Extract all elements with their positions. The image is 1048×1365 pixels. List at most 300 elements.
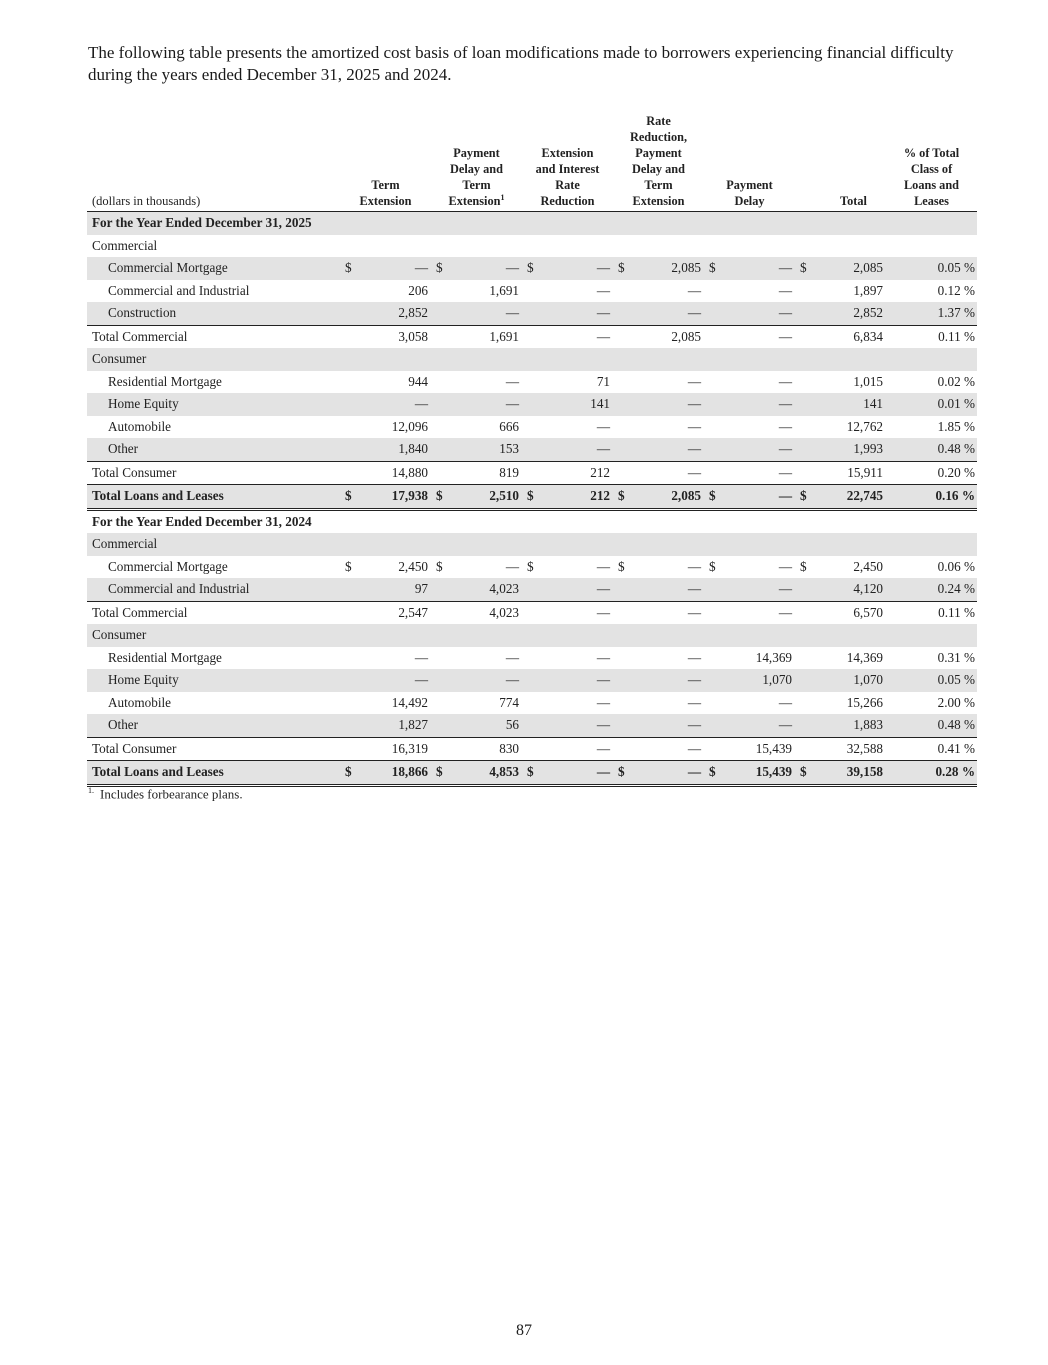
currency-symbol: $ (618, 764, 625, 780)
value-cell (795, 669, 886, 692)
value-cell (340, 692, 431, 715)
group-label: Commercial (87, 533, 977, 556)
cell-value: 15,439 (755, 764, 792, 780)
value-cell (522, 737, 613, 761)
cell-value: 1,993 (853, 441, 883, 457)
cell-value: — (414, 649, 428, 665)
value-cell (704, 714, 795, 737)
cell-value: 6,834 (853, 328, 883, 344)
value-cell (613, 416, 704, 439)
table-row (87, 371, 977, 394)
value-cell (613, 302, 704, 325)
cell-value: — (687, 282, 701, 298)
cell-value: 16,319 (391, 740, 428, 756)
table-row (87, 280, 977, 303)
value-cell (522, 647, 613, 670)
cell-value: — (596, 740, 610, 756)
cell-value: 17,938 (391, 488, 428, 504)
value-cell (613, 692, 704, 715)
cell-value: — (596, 694, 610, 710)
col-pct-total: % of Total Class of Loans and Leases (903, 146, 960, 208)
cell-value: 141 (863, 396, 883, 412)
currency-symbol: $ (527, 764, 534, 780)
cell-value: — (505, 305, 519, 321)
value-cell (522, 692, 613, 715)
value-cell (704, 669, 795, 692)
cell-value: — (778, 305, 792, 321)
row-label: Automobile (108, 694, 172, 710)
table-row (87, 257, 977, 280)
pct-cell: 0.31 % (937, 649, 975, 665)
value-cell (704, 280, 795, 303)
value-cell (522, 371, 613, 394)
value-cell (613, 393, 704, 416)
cell-value: — (778, 328, 792, 344)
value-cell (704, 761, 795, 786)
currency-symbol: $ (345, 764, 352, 780)
cell-value: 14,369 (846, 649, 883, 665)
subtotal-row (87, 461, 977, 485)
currency-symbol: $ (709, 558, 716, 574)
currency-symbol: $ (618, 488, 625, 504)
footnote (88, 786, 243, 802)
value-cell (704, 485, 795, 510)
value-cell (795, 302, 886, 325)
table-row (87, 302, 977, 325)
value-cell (340, 393, 431, 416)
cell-value: — (505, 396, 519, 412)
value-cell (613, 578, 704, 601)
table-row (87, 438, 977, 461)
cell-value: 71 (596, 373, 610, 389)
col-rate-reduction-payment-delay-term: Rate Reduction, Payment Delay and Term Extension (629, 114, 688, 208)
value-cell (340, 669, 431, 692)
value-cell (431, 578, 522, 601)
value-cell (704, 302, 795, 325)
value-cell (522, 485, 613, 510)
value-cell (795, 438, 886, 461)
cell-value: — (687, 305, 701, 321)
col-term-extension: Term Extension (359, 178, 412, 208)
header-row (87, 113, 977, 212)
value-cell (431, 257, 522, 280)
cell-value: — (687, 694, 701, 710)
value-cell (613, 737, 704, 761)
value-cell (704, 737, 795, 761)
currency-symbol: $ (709, 488, 716, 504)
cell-value: 15,266 (846, 694, 883, 710)
value-cell (613, 647, 704, 670)
value-cell (704, 438, 795, 461)
cell-value: — (778, 373, 792, 389)
cell-value: — (596, 649, 610, 665)
value-cell (522, 416, 613, 439)
col-extension-rate-reduction: Extension and Interest Rate Reduction (535, 146, 600, 208)
cell-value: 3,058 (398, 328, 428, 344)
currency-symbol: $ (345, 260, 352, 276)
row-label: Residential Mortgage (108, 373, 222, 389)
cell-value: — (414, 260, 428, 276)
row-label: Commercial Mortgage (108, 558, 228, 574)
group-label: Consumer (87, 348, 977, 371)
value-cell (340, 761, 431, 786)
cell-value: 1,897 (853, 282, 883, 298)
pct-cell: 0.05 % (886, 257, 977, 280)
value-cell (613, 601, 704, 624)
value-cell (340, 257, 431, 280)
value-cell (522, 280, 613, 303)
value-cell (795, 257, 886, 280)
value-cell (704, 556, 795, 579)
pct-cell: 0.05 % (886, 669, 977, 692)
value-cell (522, 669, 613, 692)
cell-value: 2,852 (853, 305, 883, 321)
cell-value: — (687, 604, 701, 620)
currency-symbol: $ (709, 260, 716, 276)
pct-cell: 0.41 % (886, 737, 977, 761)
pct-cell: 0.16 % (886, 485, 977, 510)
value-cell (522, 761, 613, 786)
cell-value: — (505, 373, 519, 389)
value-cell (704, 692, 795, 715)
cell-value: 15,439 (755, 740, 792, 756)
value-cell (340, 280, 431, 303)
cell-value: 39,158 (846, 764, 883, 780)
value-cell (704, 601, 795, 624)
pct-cell: 0.20 % (886, 461, 977, 485)
cell-value: 2,085 (671, 488, 701, 504)
value-cell (431, 461, 522, 485)
currency-symbol: $ (436, 558, 443, 574)
row-label: Home Equity (87, 393, 340, 416)
cell-value: — (687, 558, 701, 574)
cell-value: — (687, 740, 701, 756)
value-cell (340, 325, 431, 348)
cell-value: — (687, 581, 701, 597)
cell-value: 830 (499, 740, 519, 756)
table-row (87, 647, 977, 670)
value-cell (613, 280, 704, 303)
cell-value: — (778, 604, 792, 620)
value-cell (613, 761, 704, 786)
table-row (87, 556, 977, 579)
value-cell (795, 280, 886, 303)
value-cell (522, 393, 613, 416)
value-cell (704, 257, 795, 280)
cell-value: 206 (408, 282, 428, 298)
cell-value: — (778, 418, 792, 434)
value-cell (795, 393, 886, 416)
value-cell (522, 556, 613, 579)
cell-value: 2,852 (398, 305, 428, 321)
cell-value: 14,880 (391, 464, 428, 480)
value-cell (613, 485, 704, 510)
currency-symbol: $ (436, 260, 443, 276)
cell-value: 1,691 (489, 328, 519, 344)
value-cell (340, 371, 431, 394)
value-cell (340, 438, 431, 461)
section-title-row (87, 212, 977, 235)
cell-value: 56 (505, 717, 519, 733)
currency-symbol: $ (436, 764, 443, 780)
cell-value: — (596, 581, 610, 597)
cell-value: 2,510 (489, 488, 519, 504)
value-cell (340, 485, 431, 510)
footnote-ref: 1 (500, 192, 505, 202)
value-cell (704, 578, 795, 601)
cell-value: — (596, 418, 610, 434)
cell-value: 666 (499, 418, 519, 434)
value-cell (795, 647, 886, 670)
cell-value: — (596, 282, 610, 298)
pct-cell: 2.00 % (937, 694, 975, 710)
row-label: Commercial and Industrial (108, 282, 250, 298)
value-cell (431, 647, 522, 670)
value-cell (613, 669, 704, 692)
cell-value: — (778, 558, 792, 574)
row-label: Other (87, 438, 340, 461)
cell-value: 4,023 (489, 581, 519, 597)
value-cell (340, 416, 431, 439)
table-row (87, 669, 977, 692)
value-cell (340, 461, 431, 485)
value-cell (613, 714, 704, 737)
cell-value: 2,085 (671, 260, 701, 276)
cell-value: 944 (408, 373, 428, 389)
value-cell (431, 371, 522, 394)
value-cell (613, 371, 704, 394)
cell-value: 2,450 (853, 558, 883, 574)
pct-cell: 0.12 % (937, 282, 975, 298)
value-cell (704, 371, 795, 394)
cell-value: 819 (499, 464, 519, 480)
subtotal-row (87, 601, 977, 624)
intro-paragraph: The following table presents the amortized cost basis of loan modifications made to borrowers experiencing financial difficulty during the years ended December 31, 2025 and 2024. (88, 43, 954, 84)
grand-total-row (87, 485, 977, 510)
row-label: Other (87, 714, 340, 737)
value-cell (431, 438, 522, 461)
value-cell (431, 761, 522, 786)
cell-value: — (778, 282, 792, 298)
col-payment-delay-term-extension: Payment Delay and Term Extension$^1$ (448, 146, 505, 208)
row-label: Construction (87, 302, 340, 325)
cell-value: — (687, 373, 701, 389)
cell-value: — (778, 441, 792, 457)
currency-symbol: $ (527, 260, 534, 276)
value-cell (795, 737, 886, 761)
cell-value: — (505, 672, 519, 688)
group-label-row (87, 235, 977, 258)
cell-value: — (687, 441, 701, 457)
currency-symbol: $ (800, 488, 807, 504)
group-label-row (87, 624, 977, 647)
table-row (87, 692, 977, 715)
currency-symbol: $ (709, 764, 716, 780)
currency-symbol: $ (800, 260, 807, 276)
value-cell (613, 325, 704, 348)
cell-value: — (778, 717, 792, 733)
cell-value: — (414, 672, 428, 688)
cell-value: 4,853 (489, 764, 519, 780)
pct-cell: 0.01 % (886, 393, 977, 416)
cell-value: 32,588 (846, 740, 883, 756)
value-cell (431, 601, 522, 624)
currency-symbol: $ (800, 764, 807, 780)
pct-cell: 0.24 % (886, 578, 977, 601)
cell-value: 2,085 (671, 328, 701, 344)
pct-cell: 0.11 % (886, 325, 977, 348)
cell-value: — (778, 694, 792, 710)
currency-symbol: $ (527, 558, 534, 574)
row-label: Total Loans and Leases (87, 761, 340, 786)
cell-value: 1,070 (853, 672, 883, 688)
value-cell (795, 371, 886, 394)
group-label-row (87, 533, 977, 556)
cell-value: 774 (499, 694, 519, 710)
value-cell (795, 578, 886, 601)
currency-symbol: $ (345, 488, 352, 504)
cell-value: — (596, 604, 610, 620)
pct-cell: 0.06 % (937, 558, 975, 574)
subtotal-row (87, 325, 977, 348)
cell-value: — (596, 441, 610, 457)
value-cell (431, 280, 522, 303)
table-row (87, 416, 977, 439)
cell-value: 14,492 (391, 694, 428, 710)
pct-cell: 1.37 % (886, 302, 977, 325)
section-title: For the Year Ended December 31, 2024 (92, 513, 312, 529)
row-label: Home Equity (87, 669, 340, 692)
value-cell (795, 485, 886, 510)
cell-value: — (505, 260, 519, 276)
value-cell (431, 669, 522, 692)
value-cell (522, 601, 613, 624)
cell-value: 153 (499, 441, 519, 457)
row-label: Total Commercial (87, 325, 340, 348)
cell-value: 212 (590, 488, 610, 504)
value-cell (340, 578, 431, 601)
value-cell (431, 485, 522, 510)
currency-symbol: $ (527, 488, 534, 504)
value-cell (340, 737, 431, 761)
cell-value: 4,120 (853, 581, 883, 597)
row-label: Total Commercial (87, 601, 340, 624)
value-cell (522, 438, 613, 461)
currency-symbol: $ (345, 558, 352, 574)
cell-value: — (778, 396, 792, 412)
cell-value: — (596, 558, 610, 574)
row-label: Automobile (108, 418, 172, 434)
cell-value: — (687, 649, 701, 665)
page-number: 87 (516, 1322, 532, 1339)
cell-value: — (687, 396, 701, 412)
value-cell (795, 556, 886, 579)
section-title-row (87, 509, 977, 533)
value-cell (340, 647, 431, 670)
cell-value: — (687, 672, 701, 688)
group-label: Consumer (87, 624, 977, 647)
value-cell (431, 416, 522, 439)
value-cell (431, 325, 522, 348)
table-row (87, 714, 977, 737)
table-row (87, 578, 977, 601)
cell-value: 2,547 (398, 604, 428, 620)
footnote-text: Includes forbearance plans. (100, 786, 243, 802)
cell-value: 22,745 (846, 488, 883, 504)
cell-value: — (505, 649, 519, 665)
cell-value: 12,096 (391, 418, 428, 434)
cell-value: 14,369 (755, 649, 792, 665)
pct-cell: 0.11 % (886, 601, 977, 624)
pct-cell: 1.85 % (937, 418, 975, 434)
value-cell (704, 461, 795, 485)
table-row (87, 393, 977, 416)
value-cell (340, 601, 431, 624)
currency-symbol: $ (618, 558, 625, 574)
cell-value: — (778, 488, 792, 504)
cell-value: 1,070 (762, 672, 792, 688)
subtotal-row (87, 737, 977, 761)
cell-value: — (687, 764, 701, 780)
cell-value: 2,085 (853, 260, 883, 276)
cell-value: — (778, 260, 792, 276)
value-cell (431, 714, 522, 737)
currency-symbol: $ (436, 488, 443, 504)
value-cell (704, 416, 795, 439)
pct-cell: 0.48 % (886, 438, 977, 461)
value-cell (522, 257, 613, 280)
row-label: Commercial and Industrial (87, 578, 340, 601)
cell-value: 12,762 (846, 418, 883, 434)
value-cell (340, 714, 431, 737)
cell-value: 1,827 (398, 717, 428, 733)
cell-value: 6,570 (853, 604, 883, 620)
cell-value: 1,015 (853, 373, 883, 389)
cell-value: 97 (414, 581, 428, 597)
currency-symbol: $ (618, 260, 625, 276)
cell-value: 15,911 (847, 464, 883, 480)
cell-value: — (778, 581, 792, 597)
cell-value: 4,023 (489, 604, 519, 620)
value-cell (431, 556, 522, 579)
pct-cell: 0.02 % (937, 373, 975, 389)
value-cell (795, 714, 886, 737)
col-payment-delay: Payment Delay (726, 178, 773, 208)
value-cell (613, 556, 704, 579)
value-cell (522, 714, 613, 737)
cell-value: — (596, 305, 610, 321)
value-cell (795, 692, 886, 715)
value-cell (704, 325, 795, 348)
value-cell (704, 393, 795, 416)
cell-value: — (596, 717, 610, 733)
value-cell (795, 461, 886, 485)
row-label: Total Loans and Leases (87, 485, 340, 510)
value-cell (795, 761, 886, 786)
value-cell (795, 325, 886, 348)
cell-value: — (596, 260, 610, 276)
section-title: For the Year Ended December 31, 2025 (87, 212, 977, 235)
cell-value: — (778, 464, 792, 480)
value-cell (613, 461, 704, 485)
row-label: Commercial Mortgage (87, 257, 340, 280)
cell-value: — (414, 396, 428, 412)
value-cell (431, 737, 522, 761)
cell-value: 212 (590, 464, 610, 480)
value-cell (522, 578, 613, 601)
value-cell (795, 416, 886, 439)
cell-value: — (596, 764, 610, 780)
